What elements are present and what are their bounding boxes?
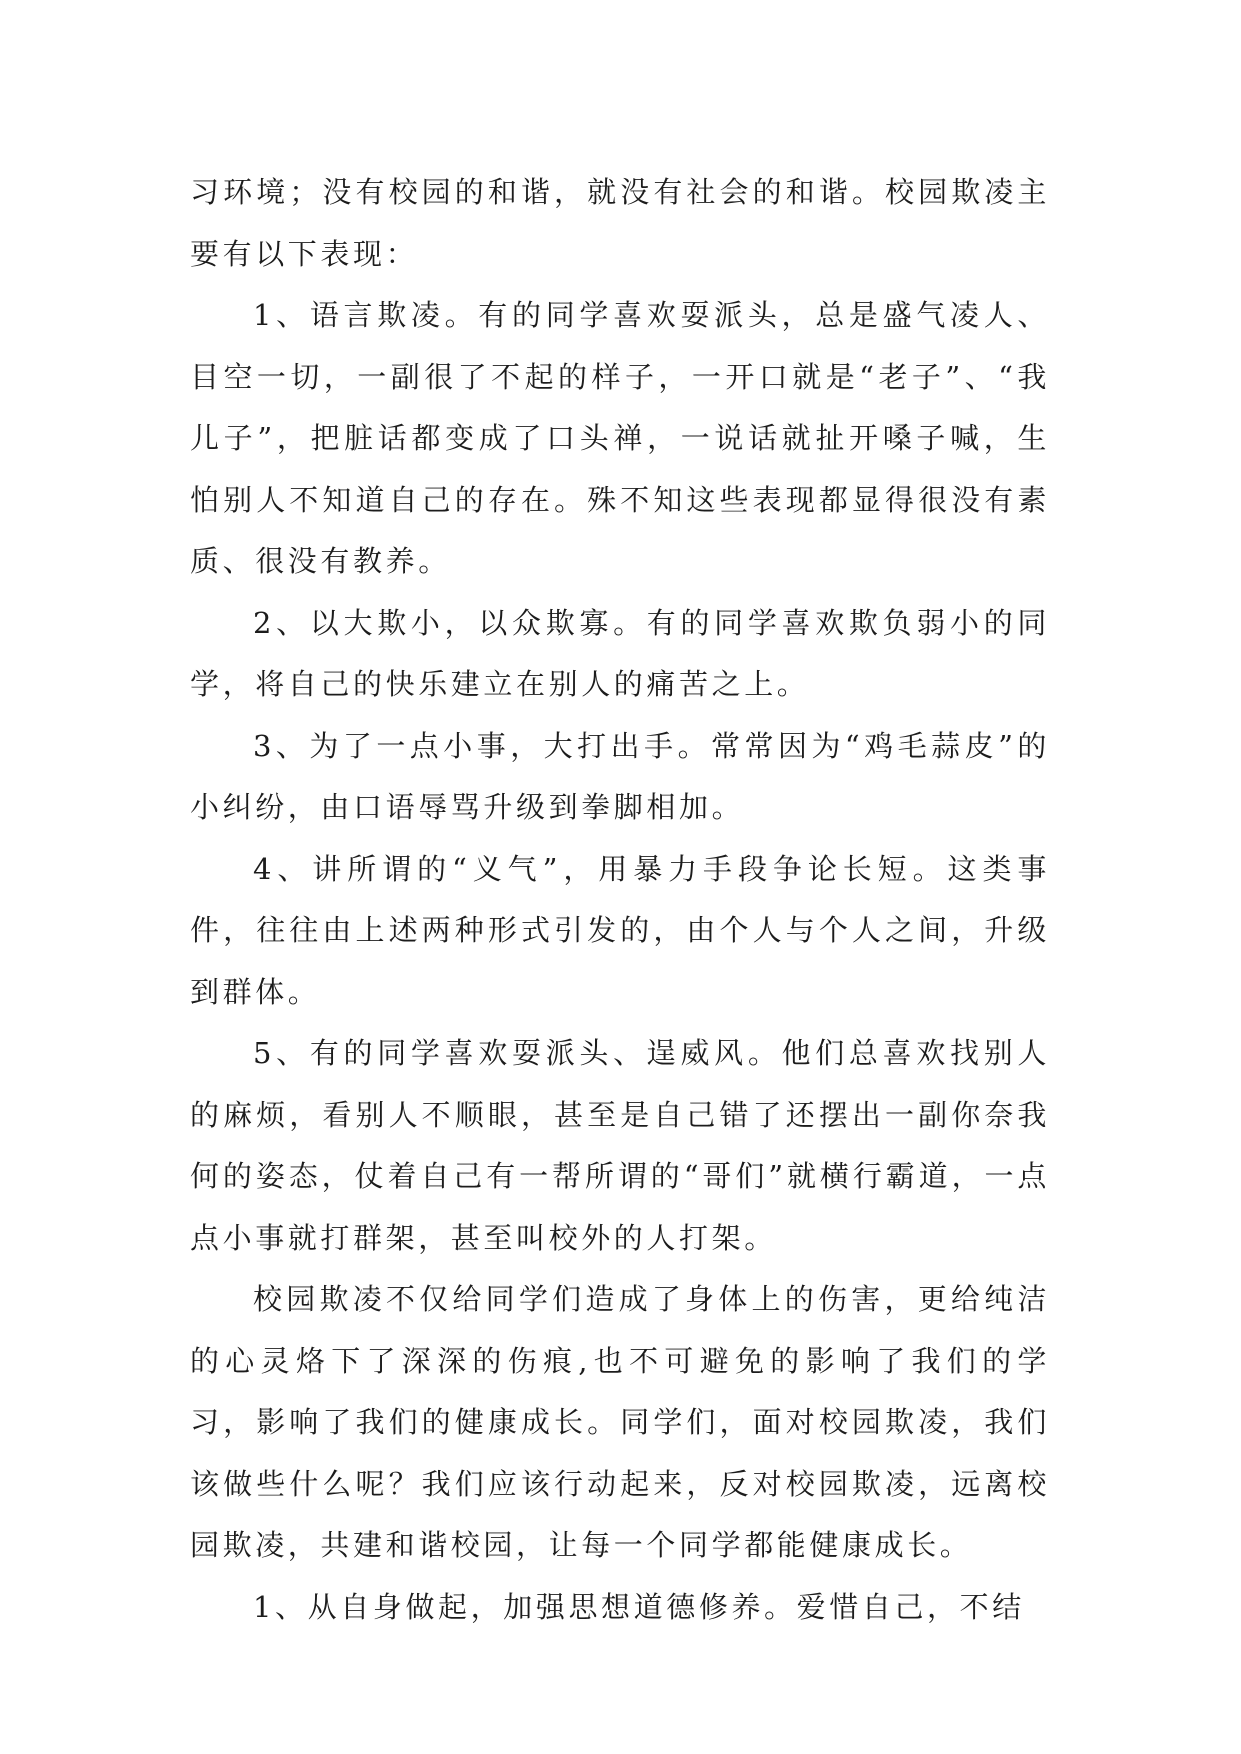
paragraph: 2、以大欺小，以众欺寡。有的同学喜欢欺负弱小的同学，将自己的快乐建立在别人的痛苦之上。: [190, 605, 1050, 701]
paragraph: 习环境；没有校园的和谐，就没有社会的和谐。校园欺凌主要有以下表现：: [190, 175, 1050, 271]
paragraph: 5、有的同学喜欢耍派头、逞威风。他们总喜欢找别人的麻烦，看别人不顺眼，甚至是自己错了还摆出一副你奈我何的姿态，仗着自己有一帮所谓的“哥们”就横行霸道，一点点小事就打群架，甚至叫校外的人打架。: [190, 1036, 1050, 1255]
document-body: [190, 162, 1050, 1638]
paragraph: 3、为了一点小事，大打出手。常常因为“鸡毛蒜皮”的小纠纷，由口语辱骂升级到拳脚相加。: [190, 728, 1050, 824]
paragraph: 1、语言欺凌。有的同学喜欢耍派头，总是盛气凌人、目空一切，一副很了不起的样子，一开口就是“老子”、“我儿子”，把脏话都变成了口头禅，一说话就扯开嗓子喊，生怕别人不知道自己的存在。殊不知这些表现都显得很没有素质、很没有教养。: [190, 298, 1050, 578]
paragraph: 校园欺凌不仅给同学们造成了身体上的伤害，更给纯洁的心灵烙下了深深的伤痕,也不可避免的影响了我们的学习，影响了我们的健康成长。同学们，面对校园欺凌，我们该做些什么呢？我们应该行动起来，反对校园欺凌，远离校园欺凌，共建和谐校园，让每一个同学都能健康成长。: [190, 1282, 1050, 1562]
paragraph: 1、从自身做起，加强思想道德修养。爱惜自己，不结: [253, 1589, 1025, 1624]
paragraph: 4、讲所谓的“义气”，用暴力手段争论长短。这类事件，往往由上述两种形式引发的，由个人与个人之间，升级到群体。: [190, 851, 1050, 1009]
